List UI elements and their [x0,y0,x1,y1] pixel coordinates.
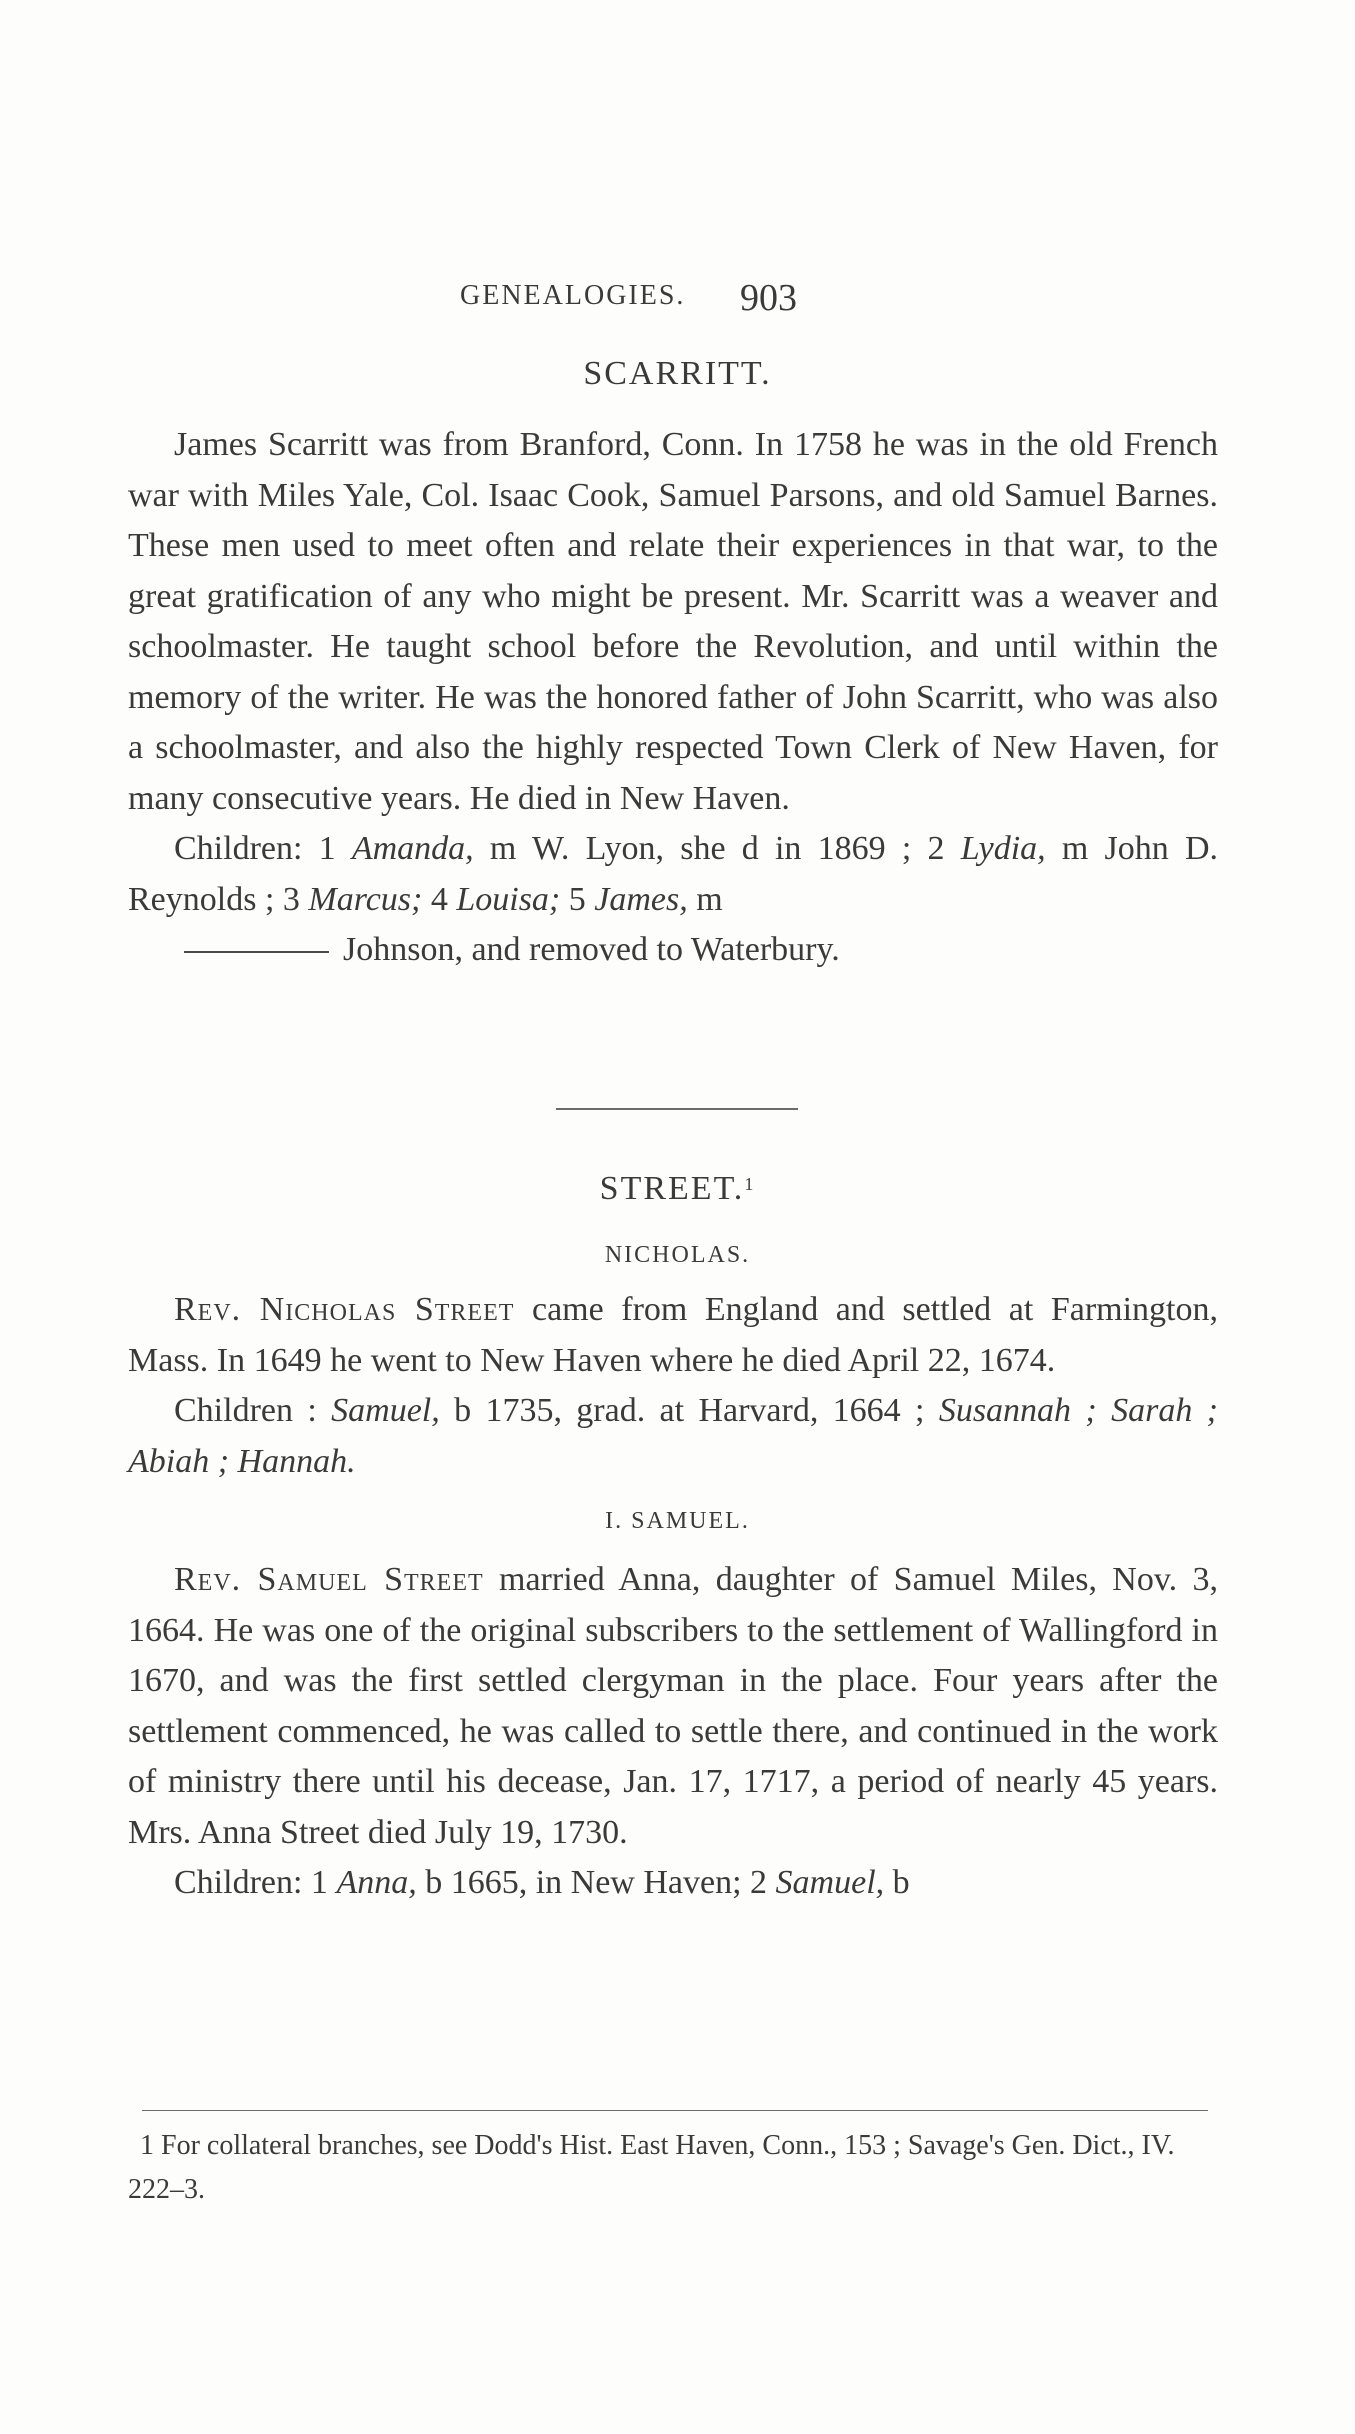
child-name: Samuel, [331,1392,440,1429]
children-end-text: Johnson, and removed to Waterbury. [343,931,840,968]
name-smallcaps: Rev. Samuel Street [174,1561,484,1598]
name-smallcaps: Rev. Nicholas Street [174,1291,515,1328]
running-head-title: GENEALOGIES. [460,280,686,311]
section-divider [556,1108,798,1110]
footnote: 1 For collateral branches, see Dodd's Hist. East Haven, Conn., 153 ; Savage's Gen. Dict., IV. 222–3. [128,2130,1175,2205]
child-detail: 4 [422,880,457,918]
child-detail: b [884,1864,910,1901]
child-name: Marcus; [308,880,423,918]
child-names: Susannah ; Sarah ; Abiah ; Hannah. [128,1392,1218,1480]
child-detail: m W. Lyon, she d in 1869 ; 2 [473,830,961,867]
scarritt-paragraph: James Scarritt was from Branford, Conn. In 1758 he was in the old French war with Miles Yale, Col. Isaac Cook, Samuel Parsons, and old Samuel Barnes. These men used to meet often and relate their experiences in that war, to the great gratification of any who might be present. Mr. Scarritt was a weaver and schoolmaster. He taught school before the Revolution, and until within the memory of the writer. He was the honored father of John Scarritt, who was also a schoolmaster, and also the highly respected Town Clerk of New Haven, for many consecutive years. He died in New Haven. [128,426,1218,817]
nicholas-paragraph [128,1285,1218,1386]
scarritt-children-end [128,925,1218,976]
child-detail: 5 [560,880,595,918]
child-detail: m John D. Reynolds ; 3 [128,830,1219,918]
samuel-paragraph [128,1555,1218,1858]
footnote-rule [142,2110,1208,2111]
child-name: James, [594,880,688,918]
children-lead: Children: 1 [174,1864,337,1901]
street-heading-text: STREET. [599,1170,745,1207]
nicholas-children [128,1386,1218,1487]
nicholas-heading: NICHOLAS. [604,1242,751,1268]
footnote-marker: 1 [744,1174,756,1194]
child-detail: m [687,880,723,918]
samuel-section [128,1555,1218,1909]
child-name: Louisa; [456,880,561,918]
paragraph-text: came from England and settled at Farmington, Mass. In 1649 he went to New Haven where he died April 22, 1674. [128,1291,1219,1379]
child-name: Lydia, [960,830,1046,867]
running-head [0,270,1355,320]
child-name: Anna, [336,1864,417,1901]
child-detail: b 1735, grad. at Harvard, 1664 ; [439,1392,939,1429]
blank-dash [184,951,329,953]
samuel-heading: I. SAMUEL. [605,1508,750,1534]
child-name: Samuel, [775,1864,885,1901]
scarritt-heading: SCARRITT. [583,355,772,392]
scarritt-section [128,420,1218,976]
samuel-children [128,1858,1218,1909]
children-lead: Children : [174,1392,332,1429]
child-name: Amanda, [351,830,474,867]
street-heading [0,1170,1355,1208]
nicholas-section [128,1285,1218,1487]
scarritt-children [128,824,1218,925]
paragraph-text: married Anna, daughter of Samuel Miles, Nov. 3, 1664. He was one of the original subscribers to the settlement of Wallingford in 1670, and was the first settled clergyman in the place. Four years after the settlement commenced, he was called to settle there, and continued in the work of ministry there until his decease, Jan. 17, 1717, a period of nearly 45 years. Mrs. Anna Street died July 19, 1730. [128,1561,1218,1851]
child-detail: b 1665, in New Haven; 2 [416,1864,776,1901]
page-number: 903 [740,277,797,319]
children-lead: Children: 1 [174,830,352,867]
